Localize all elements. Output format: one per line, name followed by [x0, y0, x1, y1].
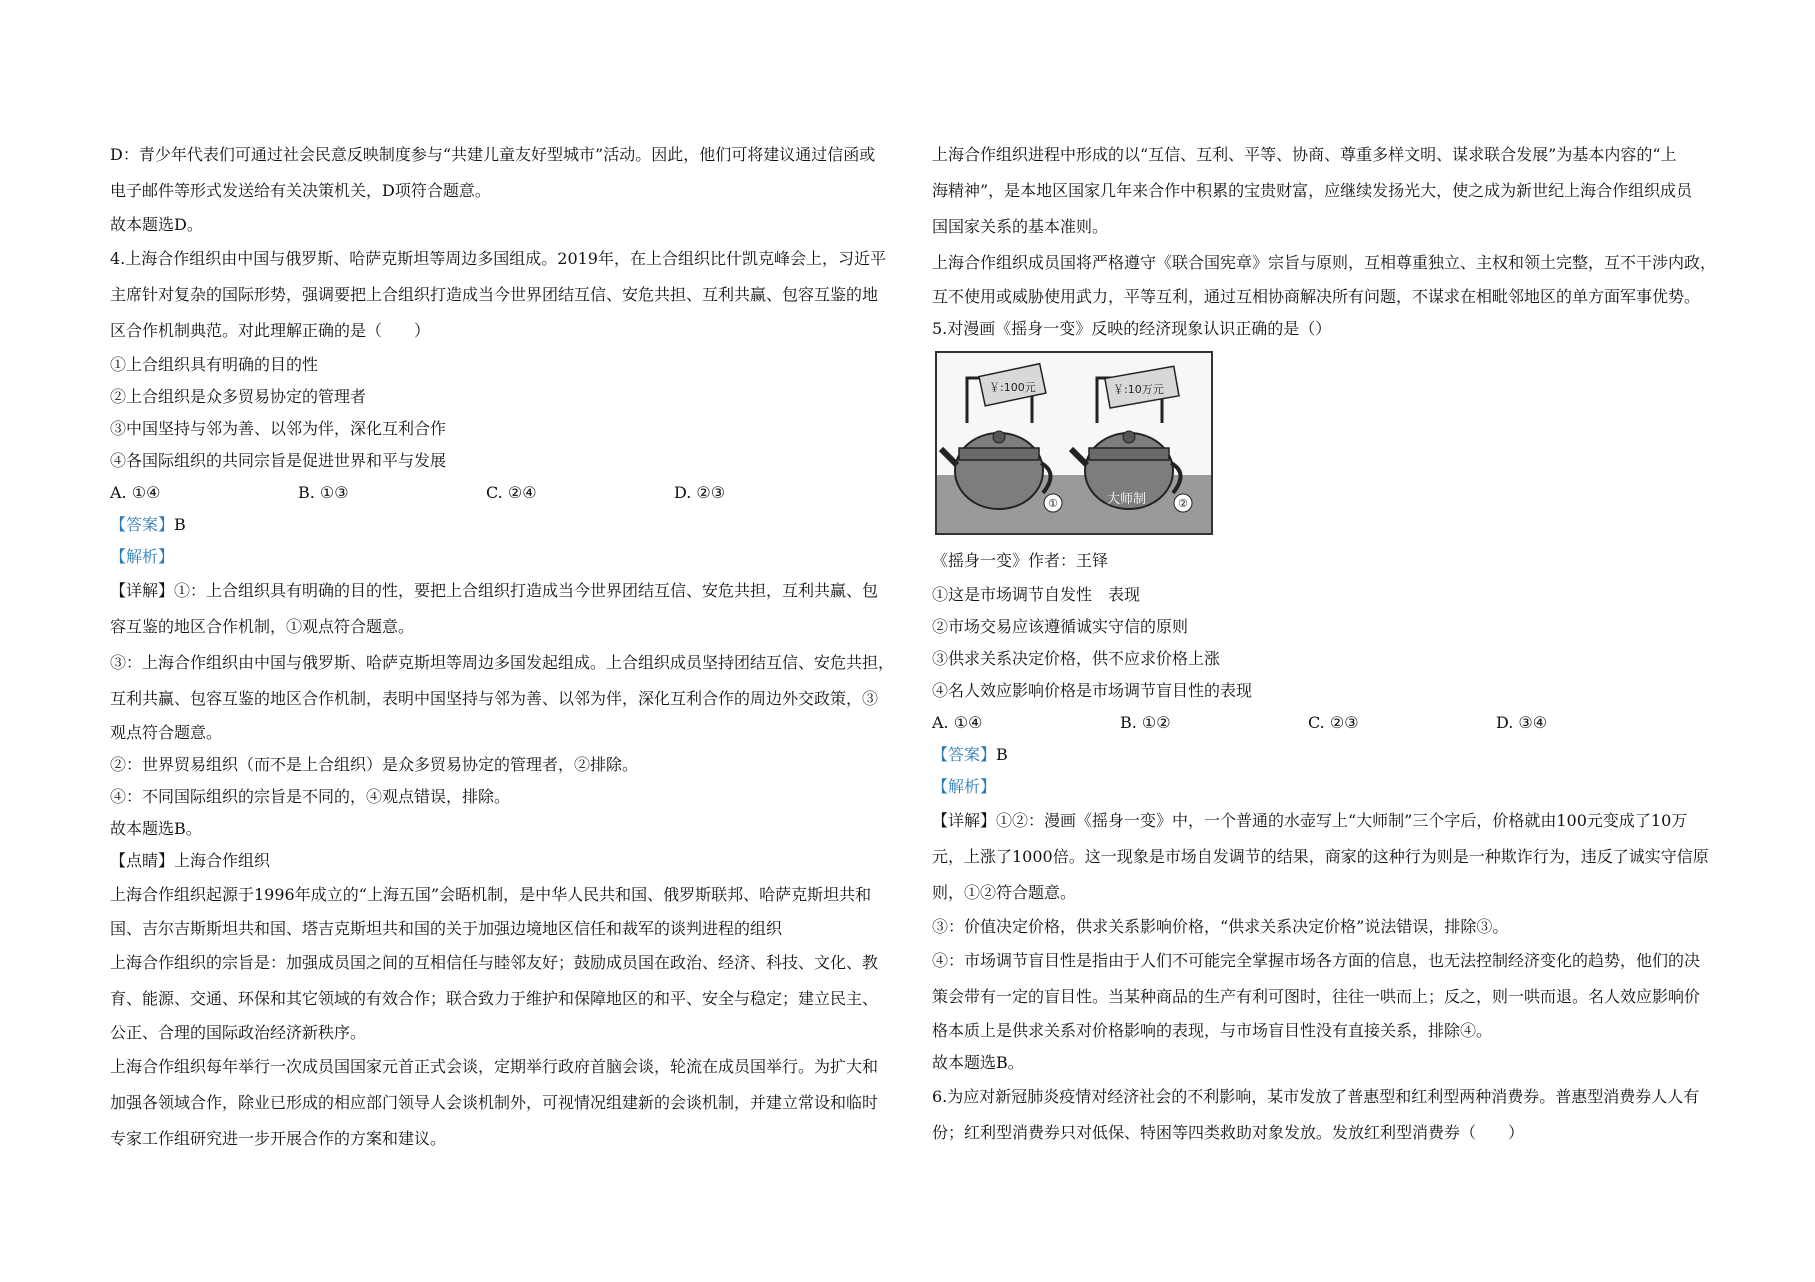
- text-line: 海精神”，是本地区国家几年来合作中积累的宝贵财富，应继续发扬光大，使之成为新世纪上海合作组织成员: [932, 181, 1693, 200]
- detail-line: 【详解】①②：漫画《摇身一变》中，一个普通的水壶写上“大师制”三个字后，价格就由100元变成了10万: [932, 811, 1688, 830]
- text-line: D：青少年代表们可通过社会民意反映制度参与“共建儿童友好型城市”活动。因此，他们可将建议通过信函或: [110, 145, 876, 164]
- detail-line: 则，①②符合题意。: [932, 883, 1077, 902]
- choice-item: ①上合组织具有明确的目的性: [110, 355, 319, 374]
- detail-line: ④：市场调节盲目性是指由于人们不可能完全掌握市场各方面的信息，也无法控制经济变化的趋势，他们的决: [932, 951, 1701, 970]
- question-4-line: 主席针对复杂的国际形势，强调要把上合组织打造成当今世界团结互信、安危共担、互利共赢、包容互鉴的地: [110, 285, 879, 304]
- detail-line: 上海合作组织的宗旨是：加强成员国之间的互相信任与睦邻友好；鼓励成员国在政治、经济、科技、文化、教: [110, 953, 879, 972]
- choice-item: ③供求关系决定价格，供不应求价格上涨: [932, 649, 1221, 668]
- detail-line: 互利共赢、包容互鉴的地区合作机制，表明中国坚持与邻为善、以邻为伴，深化互利合作的周边外交政策，③: [110, 689, 879, 708]
- answer-line: [932, 739, 1727, 771]
- detail-line: 格本质上是供求关系对价格影响的表现，与市场盲目性没有直接关系，排除④。: [932, 1021, 1493, 1040]
- text-line: 电子邮件等形式发送给有关决策机关，D项符合题意。: [110, 181, 491, 200]
- detail-line: ②：世界贸易组织（而不是上合组织）是众多贸易协定的管理者，②排除。: [110, 755, 639, 774]
- question-4-line: 4.上海合作组织由中国与俄罗斯、哈萨克斯坦等周边多国组成。2019年，在上合组织比什凯克峰会上，习近平: [110, 249, 886, 268]
- option-b: B. ①②: [1120, 713, 1171, 732]
- choice-item: ①这是市场调节自发性 表现: [932, 585, 1141, 604]
- detail-line: 国、吉尔吉斯斯坦共和国、塔吉克斯坦共和国的关于加强边境地区信任和裁军的谈判进程的组织: [110, 919, 783, 938]
- cartoon-image: [935, 351, 1213, 535]
- label-number-1: ①: [1048, 497, 1058, 510]
- choice-item: ②市场交易应该遵循诚实守信的原则: [932, 617, 1189, 636]
- detail-line: 容互鉴的地区合作机制，①观点符合题意。: [110, 617, 415, 636]
- question-6-line: 6.为应对新冠肺炎疫情对经济社会的不利影响，某市发放了普惠型和红利型两种消费券。普惠型消费券人人有: [932, 1087, 1700, 1106]
- price-tag-1-text: ￥:100元: [989, 381, 1036, 394]
- option-d: D. ②③: [674, 483, 726, 502]
- choice-item: ②上合组织是众多贸易协定的管理者: [110, 387, 367, 406]
- cartoon-caption: 《摇身一变》作者：王铎: [932, 551, 1109, 570]
- question-5-line: 5.对漫画《摇身一变》反映的经济现象认识正确的是（）: [932, 319, 1332, 338]
- detail-line: 育、能源、交通、环保和其它领域的有效合作；联合致力于维护和保障地区的和平、安全与稳定；建立民主、: [110, 989, 879, 1008]
- detail-line: 【详解】①：上合组织具有明确的目的性，要把上合组织打造成当今世界团结互信、安危共担，互利共赢、包: [110, 581, 879, 600]
- detail-line: 上海合作组织起源于1996年成立的“上海五国”会晤机制，是中华人民共和国、俄罗斯联邦、哈萨克斯坦共和: [110, 885, 872, 904]
- detail-line: ③：价值决定价格，供求关系影响价格，“供求关系决定价格”说法错误，排除③。: [932, 917, 1509, 936]
- text-line: 互不使用或威胁使用武力，平等互利，通过互相协商解决所有问题，不谋求在相毗邻地区的单方面军事优势。: [932, 287, 1701, 306]
- option-c: C. ②④: [486, 483, 537, 502]
- option-a: A. ①④: [110, 483, 161, 502]
- answer-options: [110, 477, 905, 509]
- detail-line: 加强各领域合作，除业已形成的相应部门领导人会谈机制外，可视情况组建新的会谈机制，并建立常设和临时: [110, 1093, 879, 1112]
- analysis-label: 【解析】: [932, 777, 997, 796]
- price-tag-2-text: ￥:10万元: [1113, 383, 1164, 396]
- detail-line: 公正、合理的国际政治经济新秩序。: [110, 1023, 367, 1042]
- detail-line: 上海合作组织每年举行一次成员国国家元首正式会谈，定期举行政府首脑会谈，轮流在成员国举行。为扩大和: [110, 1057, 879, 1076]
- analysis-label: 【解析】: [110, 547, 175, 566]
- detail-line: 【点睛】上海合作组织: [110, 851, 271, 870]
- detail-line: ③：上海合作组织由中国与俄罗斯、哈萨克斯坦等周边多国发起组成。上合组织成员坚持团结互信、安危共担，: [110, 653, 895, 672]
- text-line: 故本题选D。: [110, 215, 203, 234]
- answer-label: 【答案】: [110, 515, 175, 534]
- option-c: C. ②③: [1308, 713, 1359, 732]
- answer-label: 【答案】: [932, 745, 997, 764]
- detail-line: 策会带有一定的盲目性。当某种商品的生产有利可图时，往往一哄而上；反之，则一哄而退。名人效应影响价: [932, 987, 1701, 1006]
- text-line: 上海合作组织进程中形成的以“互信、互利、平等、协商、尊重多样文明、谋求联合发展”为基本内容的“上: [932, 145, 1677, 164]
- answer-line: [110, 509, 905, 541]
- option-d: D. ③④: [1496, 713, 1548, 732]
- pot-label-text: 大师制: [1107, 492, 1147, 507]
- text-line: 国国家关系的基本准则。: [932, 217, 1109, 236]
- left-column: [110, 137, 905, 1157]
- question-4-line: 区合作机制典范。对此理解正确的是（ ）: [110, 321, 431, 340]
- option-a: A. ①④: [932, 713, 983, 732]
- answer-value: B: [996, 745, 1008, 764]
- detail-line: 故本题选B。: [110, 819, 202, 838]
- detail-line: ④：不同国际组织的宗旨是不同的，④观点错误，排除。: [110, 787, 511, 806]
- option-b: B. ①③: [298, 483, 349, 502]
- answer-options: [932, 707, 1727, 739]
- answer-value: B: [174, 515, 186, 534]
- choice-item: ④各国际组织的共同宗旨是促进世界和平与发展: [110, 451, 447, 470]
- detail-line: 观点符合题意。: [110, 723, 223, 742]
- text-line: 上海合作组织成员国将严格遵守《联合国宪章》宗旨与原则，互相尊重独立、主权和领土完整，互不干涉内政，: [932, 253, 1717, 272]
- question-6-line: 份；红利型消费券只对低保、特困等四类救助对象发放。发放红利型消费券（ ）: [932, 1123, 1525, 1142]
- label-number-2: ②: [1178, 497, 1188, 510]
- detail-line: 元，上涨了1000倍。这一现象是市场自发调节的结果，商家的这种行为则是一种欺诈行为，违反了诚实守信原: [932, 847, 1709, 866]
- choice-item: ④名人效应影响价格是市场调节盲目性的表现: [932, 681, 1253, 700]
- right-column: [932, 137, 1727, 1151]
- detail-line: 专家工作组研究进一步开展合作的方案和建议。: [110, 1129, 447, 1148]
- detail-line: 故本题选B。: [932, 1053, 1024, 1072]
- choice-item: ③中国坚持与邻为善、以邻为伴，深化互利合作: [110, 419, 447, 438]
